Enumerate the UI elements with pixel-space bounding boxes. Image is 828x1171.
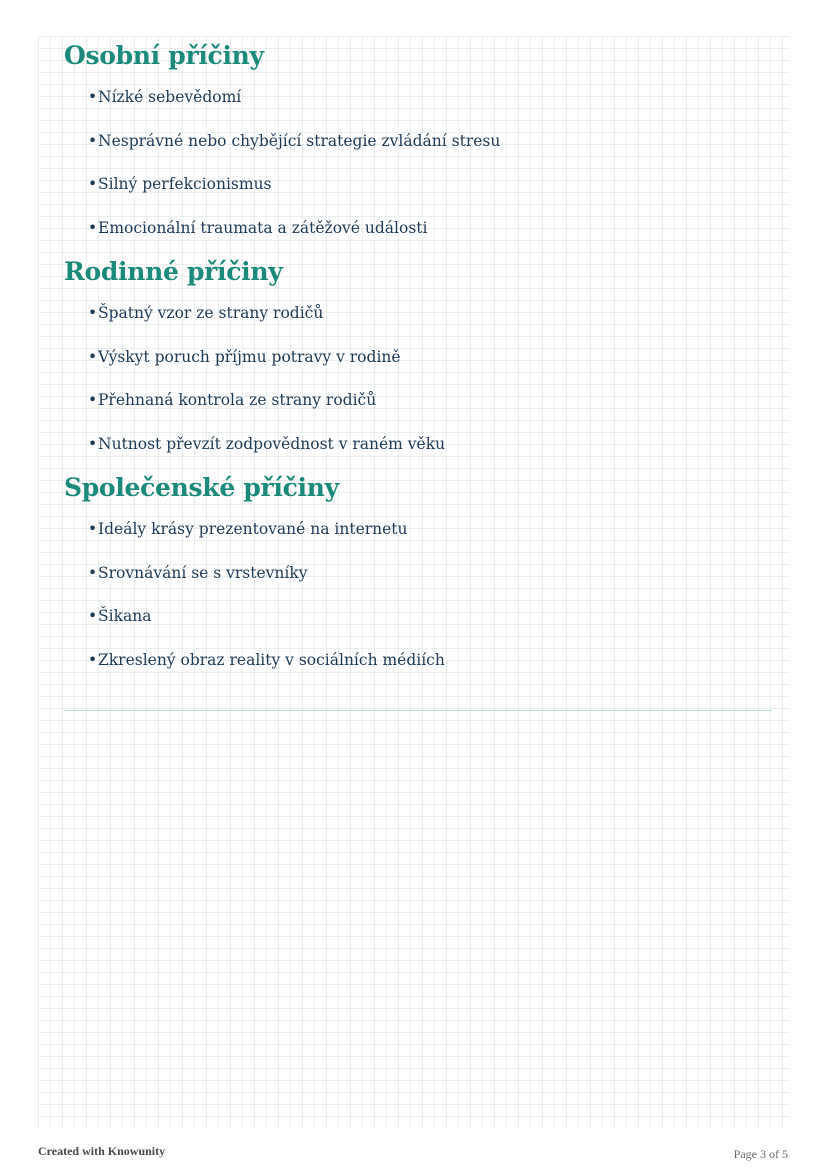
- section-title: Rodinné příčiny: [64, 257, 283, 286]
- bullet-list: [64, 508, 774, 682]
- list-item-text: Nízké sebevědomí: [98, 88, 242, 106]
- list-item: [88, 120, 774, 164]
- list-item-text: Emocionální traumata a zátěžové události: [98, 218, 428, 237]
- list-item: [88, 207, 774, 251]
- section-title: Osobní příčiny: [64, 41, 264, 70]
- bullet-list: [64, 292, 774, 466]
- bullet-icon: •: [88, 347, 98, 366]
- list-item-text: Ideály krásy prezentované na internetu: [98, 520, 408, 538]
- list-item: [88, 76, 774, 120]
- list-item-text: Zkreslený obraz reality v sociálních médiích: [98, 650, 445, 669]
- bullet-icon: •: [88, 304, 98, 322]
- list-item-text: Nesprávné nebo chybějící strategie zvládání stresu: [98, 131, 501, 150]
- list-item-text: Srovnávání se s vrstevníky: [98, 563, 308, 582]
- bullet-icon: •: [88, 650, 98, 669]
- bullet-icon: •: [88, 434, 98, 453]
- list-item: [88, 292, 774, 336]
- bullet-icon: •: [88, 607, 98, 625]
- list-item-text: Nutnost převzít zodpovědnost v raném věku: [98, 434, 446, 453]
- bullet-icon: •: [88, 175, 98, 193]
- list-item-text: Výskyt poruch příjmu potravy v rodině: [98, 347, 401, 366]
- section-divider: [64, 710, 772, 711]
- bullet-icon: •: [88, 131, 98, 150]
- bullet-icon: •: [88, 563, 98, 582]
- list-item: [88, 639, 774, 683]
- list-item-text: Špatný vzor ze strany rodičů: [98, 304, 324, 322]
- bullet-icon: •: [88, 218, 98, 237]
- list-item-text: Šikana: [98, 607, 152, 625]
- section-social-causes: [64, 468, 774, 682]
- page-indicator: Page 3 of 5: [733, 1147, 788, 1161]
- list-item: [88, 163, 774, 207]
- footer-brand: Created with Knowunity: [38, 1144, 166, 1158]
- section-personal-causes: [64, 36, 774, 250]
- list-item: [88, 423, 774, 467]
- list-item: [88, 595, 774, 639]
- section-family-causes: [64, 252, 774, 466]
- list-item: [88, 552, 774, 596]
- bullet-icon: •: [88, 88, 98, 106]
- list-item-text: Silný perfekcionismus: [98, 175, 272, 193]
- bullet-icon: •: [88, 391, 98, 409]
- list-item: [88, 379, 774, 423]
- list-item: [88, 336, 774, 380]
- page-content: [64, 36, 774, 684]
- section-title: Společenské příčiny: [64, 473, 339, 502]
- list-item: [88, 508, 774, 552]
- list-item-text: Přehnaná kontrola ze strany rodičů: [98, 391, 377, 409]
- bullet-list: [64, 76, 774, 250]
- bullet-icon: •: [88, 520, 98, 538]
